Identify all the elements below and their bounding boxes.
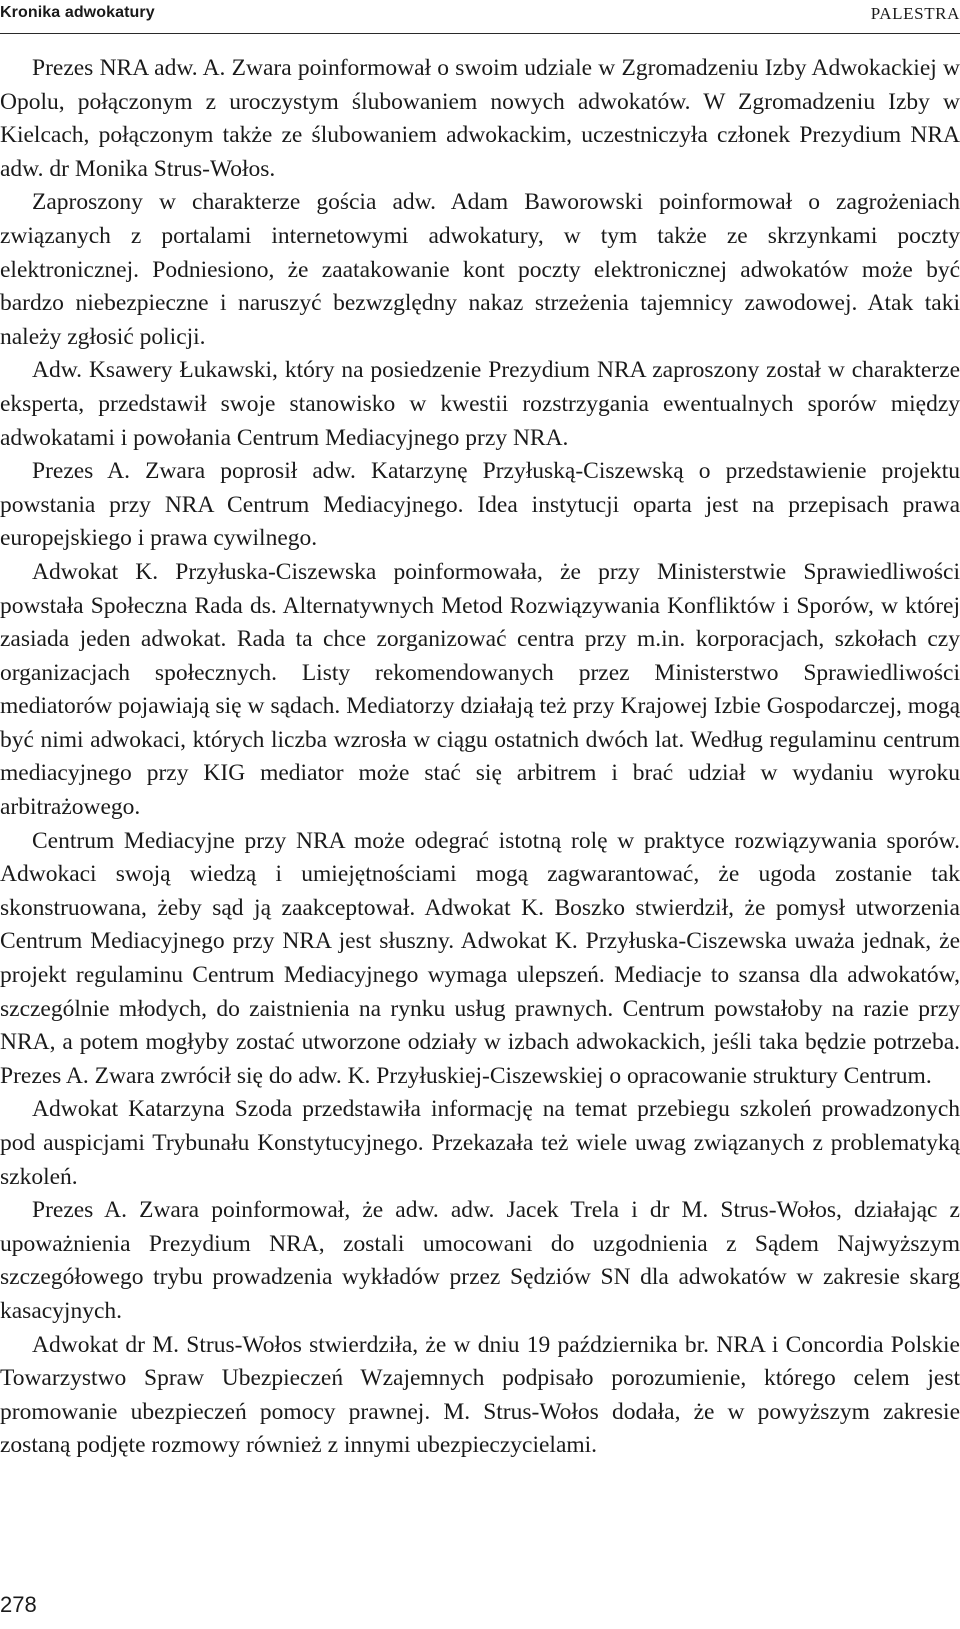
paragraph: Prezes A. Zwara poprosił adw. Katarzynę Przyłuską-Ciszewską o przedstawienie projektu powstania przy NRA Centrum Mediacyjnego. Idea instytucji oparta jest na przepisach prawa europejskiego i prawa cywilnego. bbox=[0, 458, 960, 552]
paragraph: Prezes NRA adw. A. Zwara poinformował o swoim udziale w Zgromadzeniu Izby Adwokackiej w Opolu, połączonym z uroczystym ślubowaniem nowych adwokatów. W Zgromadzeniu Izby w Kielcach, połączonym także ze ślubowaniem adwokackim, uczestniczyła członek Prezydium NRA adw. dr Monika Strus-Wołos. bbox=[0, 55, 960, 182]
paragraph: Adw. Ksawery Łukawski, który na posiedzenie Prezydium NRA zaproszony został w charakterze eksperta, przedstawił swoje stanowisko w kwestii rozstrzygania ewentualnych sporów między adwokatami i powołania Centrum Mediacyjnego przy NRA. bbox=[0, 357, 960, 451]
page-number: 278 bbox=[0, 1592, 37, 1617]
paragraph: Adwokat dr M. Strus-Wołos stwierdziła, że w dniu 19 października br. NRA i Concordia Polskie Towarzystwo Spraw Ubezpieczeń Wzajemnych podpisało porozumienie, którego celem jest promowanie ubezpieczeń pomocy prawnej. M. Strus-Wołos dodała, że w powyższym zakresie zostaną podjęte rozmowy również z innymi ubezpieczycielami. bbox=[0, 1331, 960, 1459]
article-body bbox=[0, 52, 960, 1463]
paragraph: Zaproszony w charakterze gościa adw. Adam Baworowski poinformował o zagrożeniach związanych z portalami internetowymi adwokatury, w tym także ze skrzynkami poczty elektronicznej. Podniesiono, że zaatakowanie kont poczty elektronicznej adwokatów może być bardzo niebezpieczne i naruszyć bezwzględny nakaz strzeżenia tajemnicy zawodowej. Atak taki należy zgłosić policji. bbox=[0, 189, 960, 350]
paragraph: Adwokat Katarzyna Szoda przedstawiła informację na temat przebiegu szkoleń prowadzonych pod auspicjami Trybunału Konstytucyjnego. Przekazała też wiele uwag związanych z problematyką szkoleń. bbox=[0, 1096, 960, 1190]
journal-title: PALESTRA bbox=[870, 4, 960, 23]
paragraph: Centrum Mediacyjne przy NRA może odegrać istotną rolę w praktyce rozwiązywania sporów. Adwokaci swoją wiedzą i umiejętnościami mogą zagwarantować, że ugoda zostanie tak skonstruowana, żeby sąd ją zaakceptował. Adwokat K. Boszko stwierdził, że pomysł utworzenia Centrum Mediacyjnego przy NRA jest słuszny. Adwokat K. Przyłuska-Ciszewska uważa jednak, że projekt regulaminu Centrum Mediacyjnego wymaga ulepszeń. Mediacje to szansa dla adwokatów, szczególnie młodych, do zaistnienia na rynku usług prawnych. Centrum powstałoby na razie przy NRA, a potem mogłyby zostać utworzone odziały w izbach adwokackich, jeśli taka będzie potrzeba. Prezes A. Zwara zwrócił się do adw. K. Przyłuskiej-Ciszewskiej o opracowanie struktury Centrum. bbox=[0, 827, 960, 1089]
section-title: Kronika adwokatury bbox=[0, 4, 155, 21]
paragraph: Adwokat K. Przyłuska-Ciszewska poinformowała, że przy Ministerstwie Sprawiedliwości powstała Społeczna Rada ds. Alternatywnych Metod Rozwiązywania Konfliktów i Sporów, w której zasiada jeden adwokat. Rada ta chce zorganizować centra przy m.in. korporacjach, szkołach czy organizacjach społecznych. Listy rekomendowanych przez Ministerstwo Sprawiedliwości mediatorów pojawiają się w sądach. Mediatorzy działają też przy Krajowej Izbie Gospodarczej, mogą być nimi adwokaci, których liczba wzrosła w ciągu ostatnich dwóch lat. Według regulaminu centrum mediacyjnego przy KIG mediator może stać się arbitrem i brać udział w wydaniu wyroku arbitrażowego. bbox=[0, 558, 960, 821]
paragraph: Prezes A. Zwara poinformował, że adw. adw. Jacek Trela i dr M. Strus-Wołos, działając z upoważnienia Prezydium NRA, zostali umocowani do uzgodnienia z Sądem Najwyższym szczegółowego trybu prowadzenia wykładów przez Sędziów SN dla adwokatów w zakresie skarg kasacyjnych. bbox=[0, 1197, 960, 1324]
running-head bbox=[0, 0, 960, 34]
